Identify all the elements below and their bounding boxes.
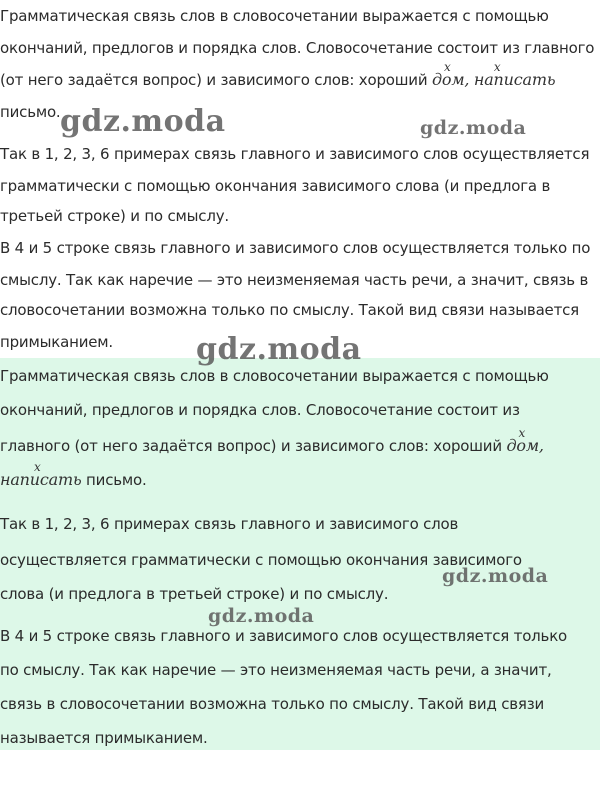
text-line xyxy=(0,426,544,456)
text-line: слова (и предлога в третьей строке) и по смыслу. xyxy=(0,585,389,603)
text-line: по смыслу. Так как наречие — это неизменяемая часть речи, а значит, xyxy=(0,661,552,679)
watermark: gdz.moda xyxy=(60,104,226,139)
text-line: В 4 и 5 строке связь главного и зависимого слов осуществляется только по xyxy=(0,239,591,257)
text-line xyxy=(0,60,556,90)
text-line xyxy=(0,460,147,490)
main-word-mark: x xyxy=(518,426,526,440)
watermark: gdz.moda xyxy=(420,117,527,139)
text-line: Грамматическая связь слов в словосочетании выражается с помощью xyxy=(0,7,549,25)
text-line: В 4 и 5 строке связь главного и зависимого слов осуществляется только xyxy=(0,627,568,645)
text-line: осуществляется грамматически с помощью окончания зависимого xyxy=(0,551,522,569)
text-line: смыслу. Так как наречие — это неизменяемая часть речи, а значит, связь в xyxy=(0,271,589,289)
watermark: gdz.moda xyxy=(442,565,549,587)
main-word-mark: x xyxy=(443,60,451,74)
text-line: примыканием. xyxy=(0,333,113,351)
handwritten-word-napisat: x написать xyxy=(0,470,81,490)
watermark: gdz.moda xyxy=(196,332,362,367)
text-fragment: (от него задаётся вопрос) и зависимого слов: хороший xyxy=(0,71,428,89)
handwritten-word-dom: x дом, xyxy=(432,70,469,90)
text-line: связь в словосочетании возможна только по смыслу. Такой вид связи xyxy=(0,695,545,713)
text-fragment: главного (от него задаётся вопрос) и зависимого слов: хороший xyxy=(0,437,502,455)
answer-text-block-highlighted xyxy=(0,358,600,750)
text-fragment: письмо. xyxy=(81,471,147,489)
text-line: Грамматическая связь слов в словосочетании выражается с помощью xyxy=(0,367,549,385)
text-line: окончаний, предлогов и порядка слов. Словосочетание состоит из главного xyxy=(0,39,595,57)
text-line: письмо. xyxy=(0,103,61,121)
handwritten-word-dom: x дом, xyxy=(506,436,543,456)
text-line: Так в 1, 2, 3, 6 примерах связь главного и зависимого слов xyxy=(0,515,459,533)
text-line: третьей строке) и по смыслу. xyxy=(0,207,229,225)
main-word-mark: x xyxy=(34,460,41,474)
watermark: gdz.moda xyxy=(208,605,315,627)
text-line: называется примыканием. xyxy=(0,729,208,747)
text-line: грамматически с помощью окончания зависимого слова (и предлога в xyxy=(0,177,551,195)
answer-text-block-plain xyxy=(0,0,600,358)
text-line: Так в 1, 2, 3, 6 примерах связь главного и зависимого слов осуществляется xyxy=(0,145,590,163)
text-line: словосочетании возможна только по смыслу. Такой вид связи называется xyxy=(0,301,579,319)
handwritten-word-napisat: x написать xyxy=(474,70,555,90)
text-line: окончаний, предлогов и порядка слов. Словосочетание состоит из xyxy=(0,401,520,419)
main-word-mark: x xyxy=(493,60,501,74)
